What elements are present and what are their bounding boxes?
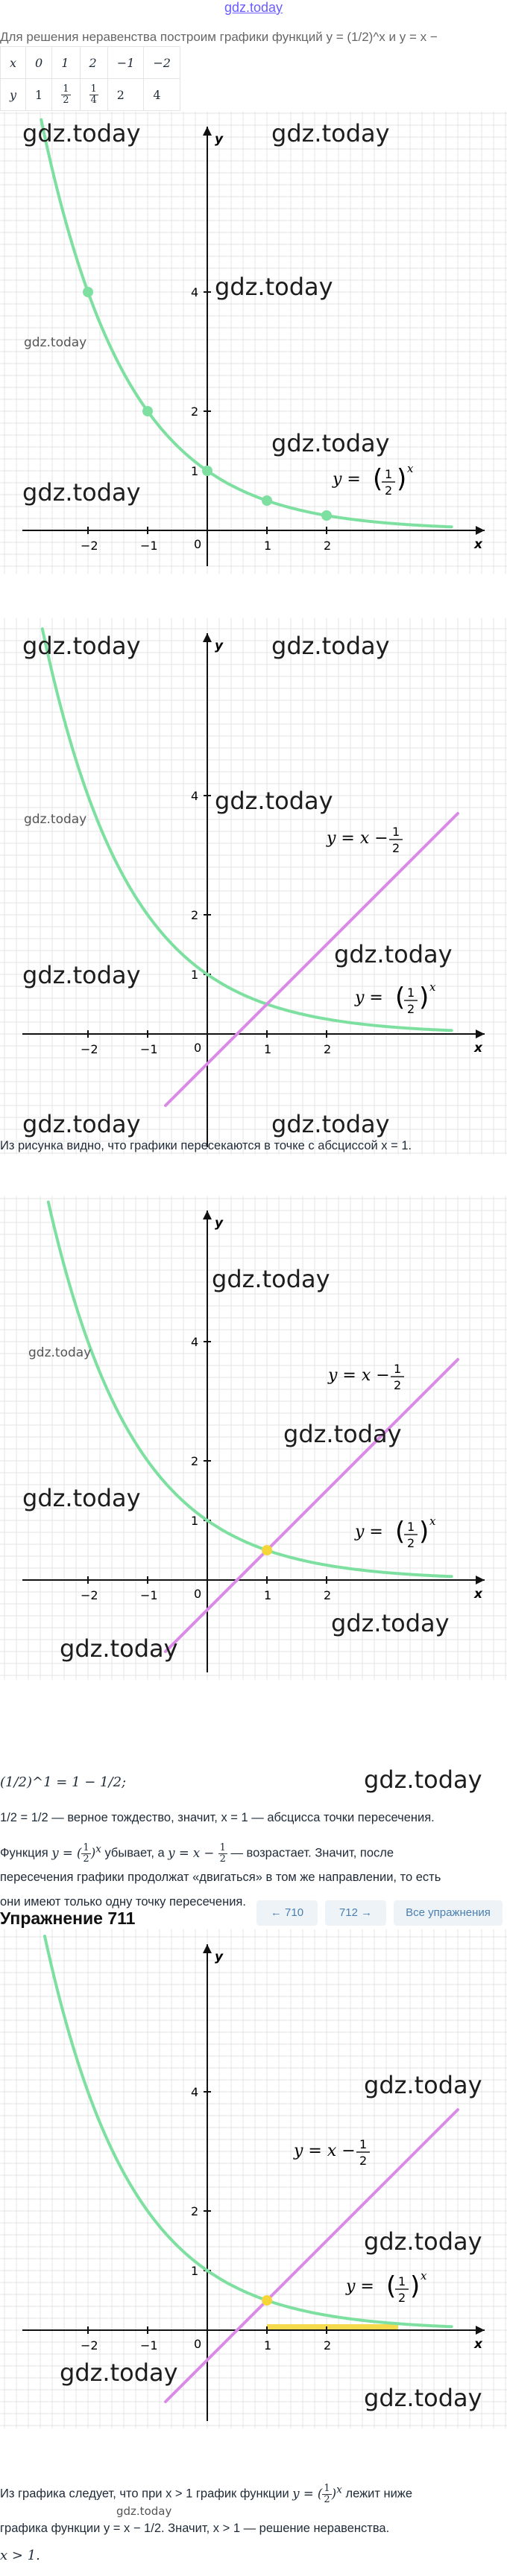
table-cell: −2 <box>144 47 180 79</box>
watermark: gdz.today <box>22 632 141 660</box>
y-tick-label: 4 <box>191 789 199 803</box>
x-tick-label: −1 <box>140 1042 158 1056</box>
x-axis-arrow <box>476 1576 485 1584</box>
exp-base-numerator: 1 <box>398 2274 406 2288</box>
exp-base-denominator: 2 <box>398 2291 406 2305</box>
x-axis-arrow <box>476 2326 485 2335</box>
line-frac-denominator: 2 <box>392 841 400 855</box>
exp-curve <box>45 1936 452 2326</box>
watermark: gdz.today <box>215 273 333 301</box>
x-axis-arrow <box>476 526 485 535</box>
x-tick-label: −2 <box>81 1042 98 1056</box>
monotonic-line-3: они имеют только одну точку пересечения. <box>0 1895 246 1909</box>
table-row-y <box>1 79 180 111</box>
intersect-note: Из рисунка видно, что графики пересекаются в точке с абсциссой x = 1. <box>0 1139 412 1152</box>
fraction-numerator: 1 <box>63 83 69 95</box>
table-cell: 4 <box>144 79 180 111</box>
watermark: gdz.today <box>215 787 333 815</box>
table-cell: −1 <box>107 47 144 79</box>
y-axis-arrow <box>203 1211 212 1219</box>
exp-power: x <box>429 980 436 994</box>
watermark: gdz.today <box>22 1484 141 1512</box>
x-axis-arrow <box>476 1030 485 1038</box>
origin-label: 0 <box>194 537 202 551</box>
y-axis-arrow <box>203 633 212 642</box>
watermark: gdz.today <box>22 961 141 989</box>
exp-base-denominator: 2 <box>385 483 393 498</box>
table-row-x <box>1 47 180 79</box>
conclusion-line-2: графика функции y = x − 1/2. Значит, x > 1 — решение неравенства. <box>0 2522 390 2535</box>
curve-point <box>262 495 272 506</box>
x-tick-label: −1 <box>140 1588 158 1602</box>
curve-point <box>202 466 212 476</box>
check-line: (1/2)^1 = 1 − 1/2; <box>0 1774 127 1790</box>
watermark: gdz.today <box>22 478 141 507</box>
watermark: gdz.today <box>60 2358 178 2387</box>
exp-base-numerator: 1 <box>385 467 393 481</box>
y-axis-label: y <box>215 638 224 653</box>
watermark: gdz.today <box>212 1265 330 1293</box>
y-axis-label: y <box>215 132 224 147</box>
watermark: gdz.today <box>364 2071 482 2099</box>
watermark: gdz.today <box>334 940 453 968</box>
watermark: gdz.today <box>271 632 390 660</box>
line-frac-denominator: 2 <box>359 2154 368 2168</box>
x-axis-label: x <box>474 1587 482 1602</box>
x-tick-label: 1 <box>264 1042 272 1056</box>
y-tick-label: 2 <box>191 2204 199 2218</box>
intersection-point <box>262 1545 272 1555</box>
exp-base-denominator: 2 <box>407 1002 415 1016</box>
y-tick-label: 4 <box>191 1335 199 1349</box>
x-tick-label: 2 <box>324 1042 332 1056</box>
y-tick-label: 2 <box>191 908 199 922</box>
paren: ) <box>419 1517 429 1546</box>
x-axis-label: x <box>474 537 482 552</box>
y-axis-label: y <box>215 1950 224 1964</box>
table-cell-fraction <box>52 79 80 111</box>
y-tick-label: 1 <box>191 1514 199 1528</box>
curve-point <box>142 406 153 416</box>
watermark: gdz.today <box>364 2384 482 2412</box>
y-tick-label: 1 <box>191 2264 199 2278</box>
graph-exp-and-line <box>0 618 507 1155</box>
monotonic-line-formula: y = x − $\frac{1}{2}$ <box>168 1841 226 1865</box>
monotonic-func-label: Функция <box>0 1846 48 1860</box>
monotonic-line-2: пересечения графики продолжат «двигаться» в том же направлении, то есть <box>0 1871 441 1884</box>
watermark: gdz.today <box>364 1766 482 1794</box>
x-axis-label: x <box>474 1041 482 1056</box>
exp-curve-label: y = <box>333 470 361 489</box>
graph-solution <box>0 1929 507 2429</box>
x-tick-label: 2 <box>324 1588 332 1602</box>
monotonic-end: — возрастает. Значит, после <box>230 1846 394 1860</box>
line-frac-numerator: 1 <box>394 1362 402 1376</box>
watermark: gdz.today <box>271 1110 390 1138</box>
curve-point <box>83 287 93 297</box>
exercise-title: Упражнение 711 <box>0 1909 136 1928</box>
line-label: y = x − <box>327 829 388 848</box>
values-table <box>0 46 180 111</box>
x-tick-label: −1 <box>140 539 158 553</box>
y-tick-label: 4 <box>191 2085 199 2099</box>
fraction-denominator: 2 <box>63 94 69 106</box>
x-tick-label: 1 <box>264 1588 272 1602</box>
x-axis-label: x <box>474 2337 482 2352</box>
exp-power: x <box>407 462 414 475</box>
paren: ) <box>410 2271 421 2301</box>
exp-power: x <box>429 1514 436 1528</box>
monotonic-func-formula: y = ( $\frac{1}{2}$ )$^x$ <box>51 1841 101 1865</box>
prev-exercise-button[interactable]: ← 710 <box>256 1900 318 1926</box>
paren: ) <box>419 983 429 1012</box>
origin-label: 0 <box>194 2337 202 2351</box>
table-cell-fraction <box>80 79 107 111</box>
paren: ( <box>386 2271 397 2301</box>
table-cell: 0 <box>26 47 52 79</box>
conclusion-line-1: Из графика следует, что при x > 1 график функции y = ( $\frac{1}{2}$ )$^x$ лежит ниже <box>0 2482 413 2505</box>
watermark: gdz.today <box>28 1345 92 1360</box>
table-cell: 1 <box>26 79 52 111</box>
table-cell: 2 <box>80 47 107 79</box>
watermark: gdz.today <box>364 2227 482 2256</box>
site-logo[interactable]: gdz.today <box>224 0 283 15</box>
intro-text: Для решения неравенства построим графики функций y = (1/2)^x и y = x − <box>0 30 438 44</box>
x-tick-label: −2 <box>81 1588 98 1602</box>
solution-hatch <box>267 2324 398 2330</box>
line-frac-numerator: 1 <box>392 825 400 839</box>
table-cell: 2 <box>107 79 144 111</box>
paren: ( <box>395 983 406 1012</box>
watermark: gdz.today <box>331 1609 450 1637</box>
table-cell: y <box>1 79 26 111</box>
line-frac-denominator: 2 <box>394 1378 402 1392</box>
x-tick-label: −2 <box>81 2338 98 2353</box>
paren: ( <box>395 1517 406 1546</box>
watermark: gdz.today <box>60 1634 178 1663</box>
x-tick-label: 2 <box>324 2338 332 2353</box>
watermark: gdz.today <box>24 812 87 827</box>
paren: ) <box>397 464 407 494</box>
x-tick-label: −1 <box>140 2338 158 2353</box>
fraction-numerator: 1 <box>90 83 97 95</box>
table-cell: x <box>1 47 26 79</box>
line-label: y = x − <box>294 2142 356 2160</box>
watermark: gdz.today <box>22 1110 141 1138</box>
y-tick-label: 4 <box>191 285 199 299</box>
watermark: gdz.today <box>271 429 390 457</box>
paren: ( <box>373 464 383 494</box>
watermark: gdz.today <box>24 335 87 350</box>
exp-curve-label: y = <box>346 2277 374 2296</box>
intersection-point <box>262 2295 272 2306</box>
identity-line: 1/2 = 1/2 — верное тождество, значит, x = 1 — абсцисса точки пересечения. <box>0 1811 435 1824</box>
next-exercise-button[interactable]: 712 → <box>325 1900 386 1926</box>
all-exercises-button[interactable]: Все упражнения <box>394 1900 503 1926</box>
exp-base-numerator: 1 <box>407 986 415 1000</box>
x-tick-label: −2 <box>81 539 98 553</box>
x-tick-label: 1 <box>264 539 272 553</box>
line-graph <box>166 1360 458 1652</box>
watermark: gdz.today <box>271 119 390 147</box>
x-tick-label: 1 <box>264 2338 272 2353</box>
y-tick-label: 1 <box>191 968 199 982</box>
y-tick-label: 1 <box>191 464 199 478</box>
fraction-denominator: 4 <box>90 94 97 106</box>
origin-label: 0 <box>194 1041 202 1055</box>
y-axis-arrow <box>203 127 212 136</box>
line-frac-numerator: 1 <box>359 2137 368 2151</box>
exp-curve <box>41 120 451 527</box>
watermark: gdz.today <box>116 2504 172 2518</box>
x-tick-label: 2 <box>324 539 332 553</box>
y-axis-label: y <box>215 1216 224 1231</box>
exp-power: x <box>421 2269 427 2282</box>
monotonic-mid: убывает, а <box>104 1846 165 1860</box>
exp-base-denominator: 2 <box>407 1536 415 1550</box>
curve-point <box>321 510 332 521</box>
watermark: gdz.today <box>283 1420 402 1448</box>
answer-line: x > 1. <box>0 2548 40 2563</box>
line-label: y = x − <box>328 1366 390 1385</box>
y-tick-label: 2 <box>191 405 199 419</box>
watermark: gdz.today <box>22 119 141 147</box>
exp-curve-label: y = <box>355 989 383 1007</box>
exp-curve-label: y = <box>355 1523 383 1541</box>
origin-label: 0 <box>194 1587 202 1601</box>
exp-base-numerator: 1 <box>407 1520 415 1534</box>
table-cell: 1 <box>52 47 80 79</box>
monotonic-line-1 <box>0 1837 507 1866</box>
y-tick-label: 2 <box>191 1454 199 1468</box>
